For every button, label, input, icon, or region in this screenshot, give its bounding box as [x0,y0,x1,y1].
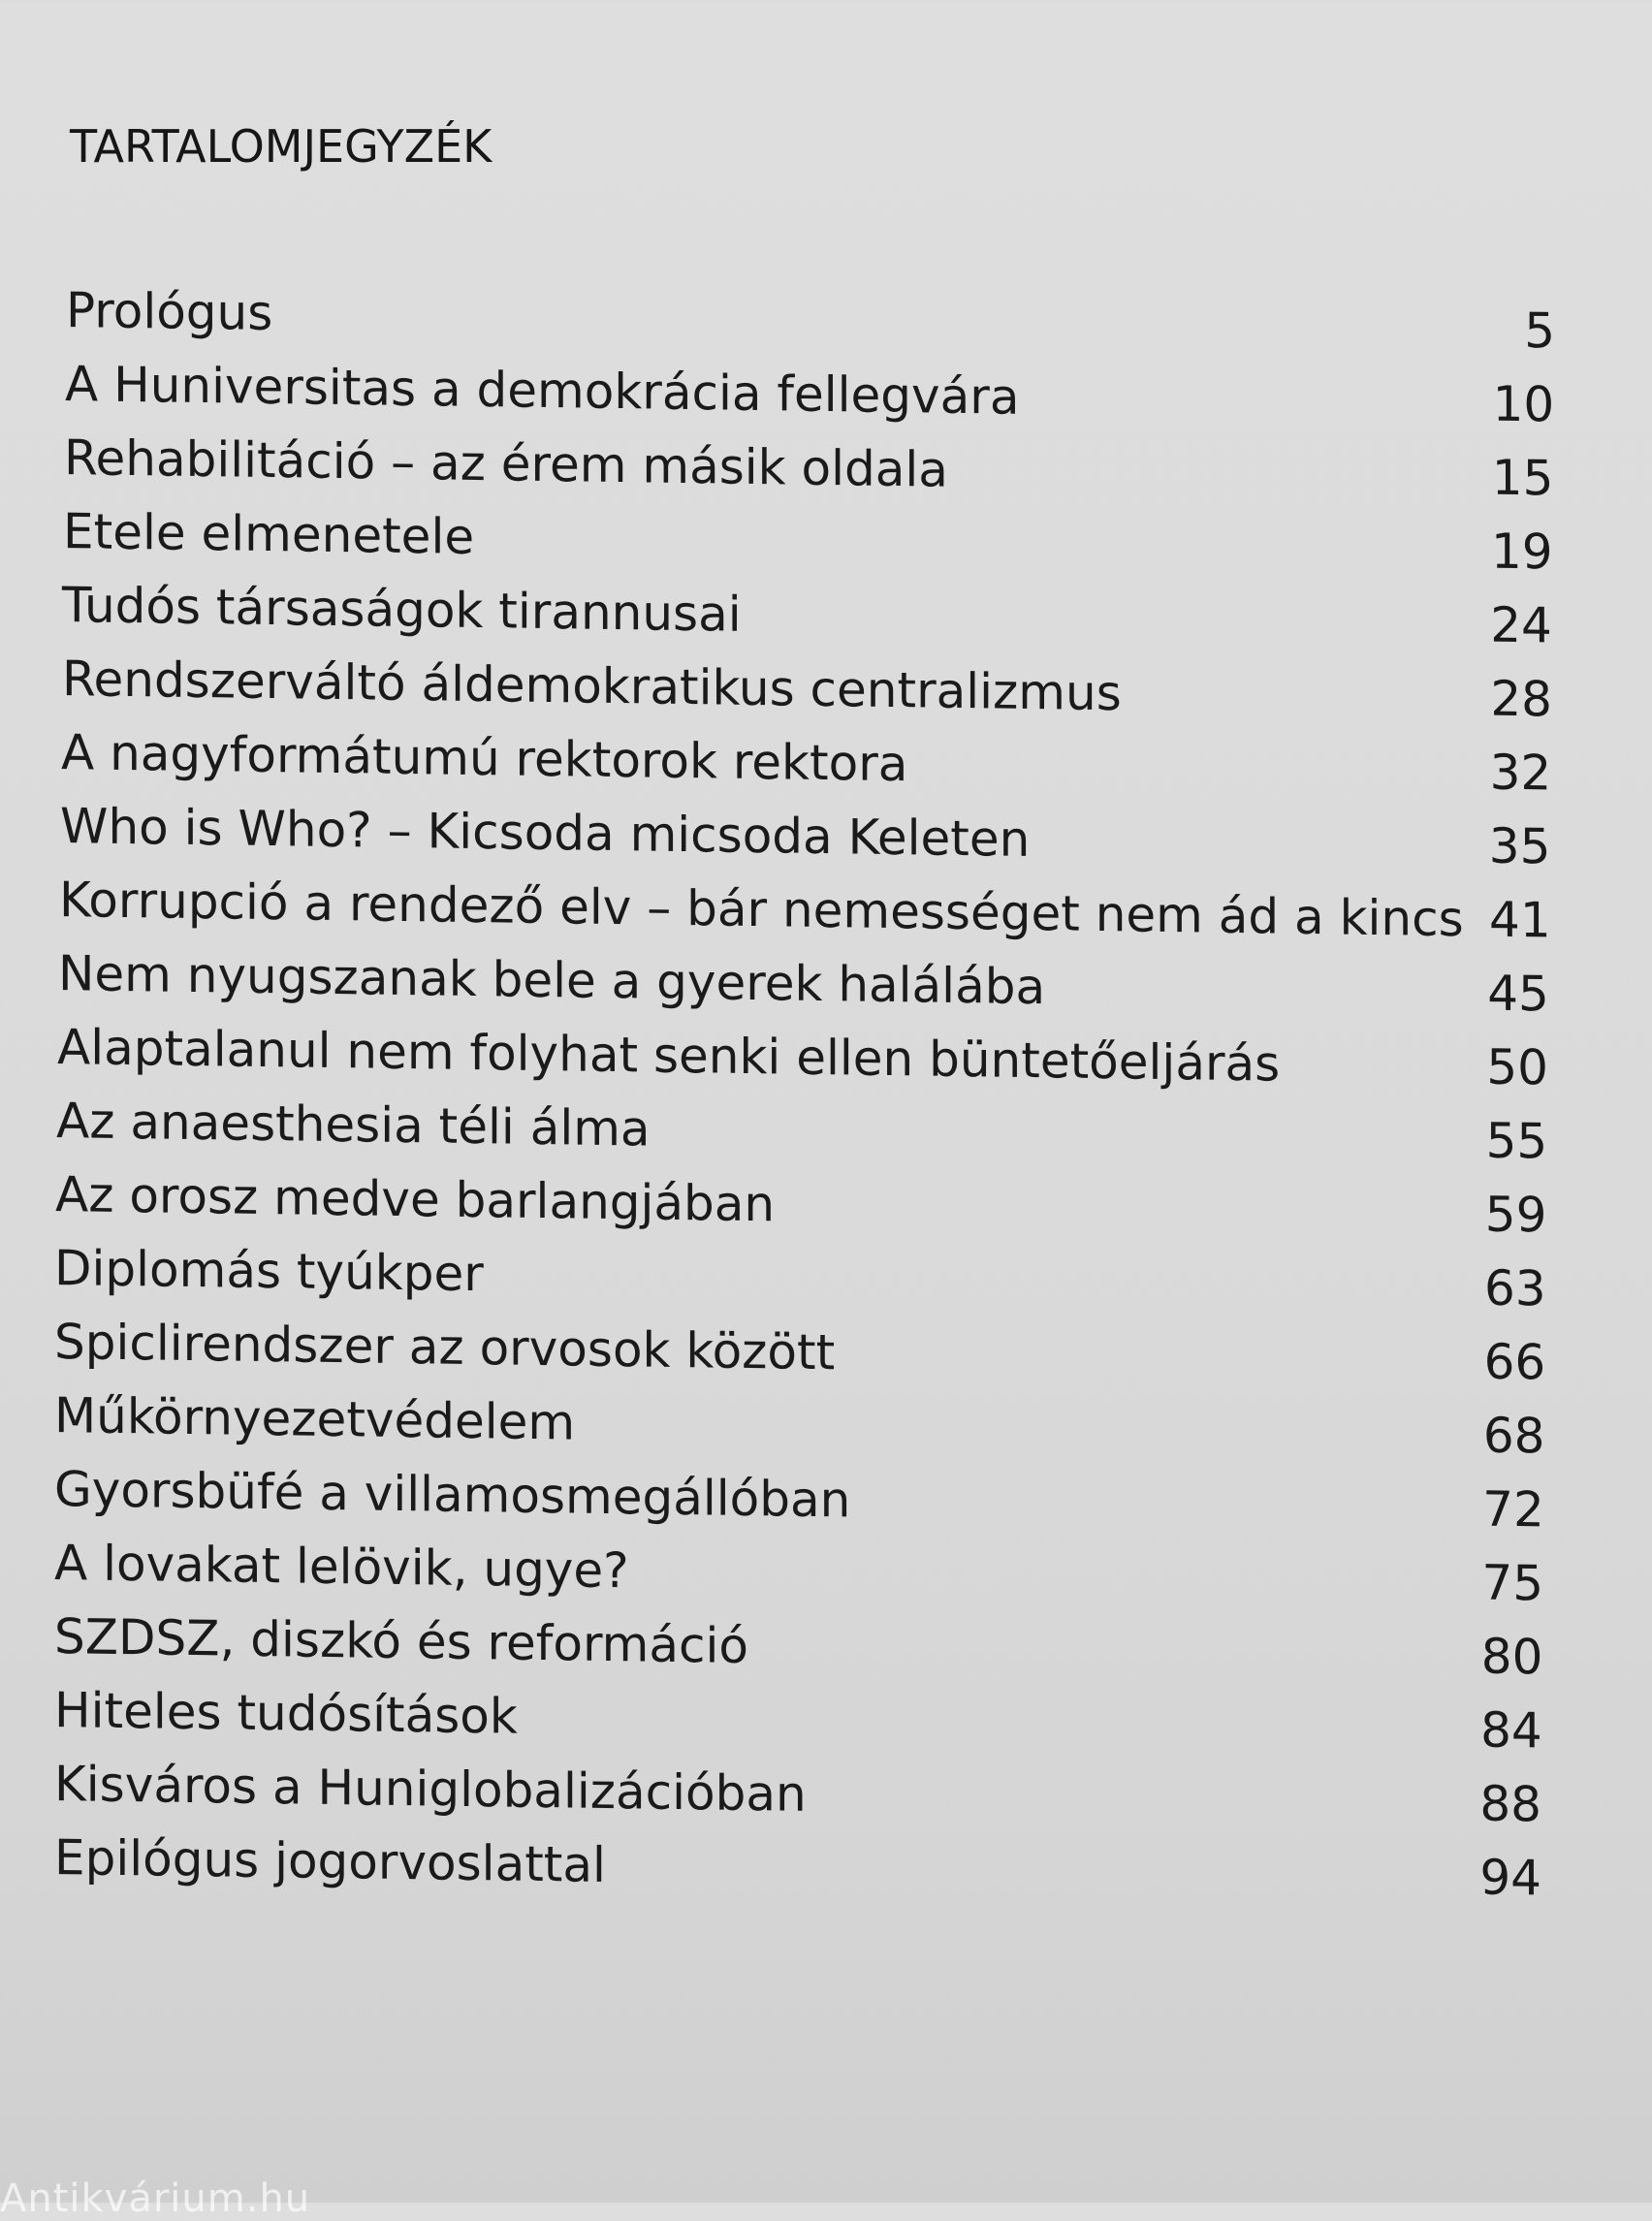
toc-entry-page-number: 50 [1486,1038,1548,1096]
toc-entry-title: Hiteles tudósítások [54,1682,518,1745]
toc-list [54,273,1555,1907]
toc-entry-title: Az anaesthesia téli álma [56,1093,651,1158]
toc-entry-title: Prológus [66,282,273,341]
toc-entry-page-number: 41 [1488,891,1551,949]
toc-entry-title: Rendszerváltó áldemokratikus centralizmus [61,650,1122,722]
toc-entry-title: SZDSZ, diszkó és reformáció [54,1608,748,1674]
toc-entry-title: Kisváros a Huniglobalizációban [54,1756,807,1823]
toc-entry-title: Tudós társaságok tirannusai [62,577,743,643]
toc-entry-title: A nagyformátumú rektorok rektora [60,724,907,793]
toc-entry-page-number: 32 [1489,744,1551,802]
toc-entry-title: Diplomás tyúkper [54,1240,485,1303]
toc-entry-page-number: 75 [1481,1554,1544,1612]
toc-entry-title: Rehabilitáció – az érem másik oldala [64,429,949,498]
toc-entry-page-number: 68 [1482,1407,1545,1465]
toc-entry-title: Az orosz medve barlangjában [55,1166,776,1233]
toc-entry-page-number: 45 [1487,965,1549,1023]
toc-entry-page-number: 63 [1484,1259,1546,1317]
toc-entry-page-number: 10 [1492,375,1555,433]
toc-entry-page-number: 94 [1479,1849,1541,1907]
toc-entry-title: Gyorsbüfé a villamosmegállóban [54,1461,851,1529]
toc-entry-page-number: 88 [1479,1775,1541,1833]
toc-entry-page-number: 5 [1524,302,1555,360]
toc-entry-title: Korrupció a rendező elv – bár nemességet nem ád a kincs [58,872,1464,948]
toc-entry-title: Nem nyugszanak bele a gyerek halálába [57,945,1045,1016]
toc-entry-title: Alaptalanul nem folyhat senki ellen büntetőeljárás [57,1019,1281,1093]
toc-entry-page-number: 84 [1480,1701,1542,1760]
toc-heading: TARTALOMJEGYZÉK [70,120,492,173]
watermark-text: Antikvárium.hu [0,2176,311,2221]
toc-entry-title: A lovakat lelövik, ugye? [54,1535,629,1600]
toc-entry-page-number: 66 [1483,1333,1546,1391]
toc-entry-page-number: 59 [1484,1186,1547,1244]
toc-entry-page-number: 72 [1482,1480,1544,1539]
toc-entry-title: Etele elmenetele [63,503,475,565]
toc-entry-page-number: 19 [1491,523,1553,581]
toc-entry-title: Epilógus jogorvoslattal [54,1829,606,1893]
toc-entry-title: Spiclirendszer az orvosok között [54,1314,836,1381]
toc-entry-page-number: 55 [1485,1112,1548,1170]
toc-entry-page-number: 28 [1489,670,1552,728]
toc-entry-title: Who is Who? – Kicsoda micsoda Keleten [59,798,1031,868]
toc-entry-page-number: 80 [1480,1628,1543,1686]
toc-entry-page-number: 15 [1491,449,1554,507]
toc-entry-title: A Huniversitas a demokrácia fellegvára [65,356,1020,426]
toc-entry-page-number: 35 [1488,817,1551,875]
toc-entry-page-number: 24 [1490,596,1553,654]
toc-entry-title: Műkörnyezetvédelem [54,1387,576,1451]
